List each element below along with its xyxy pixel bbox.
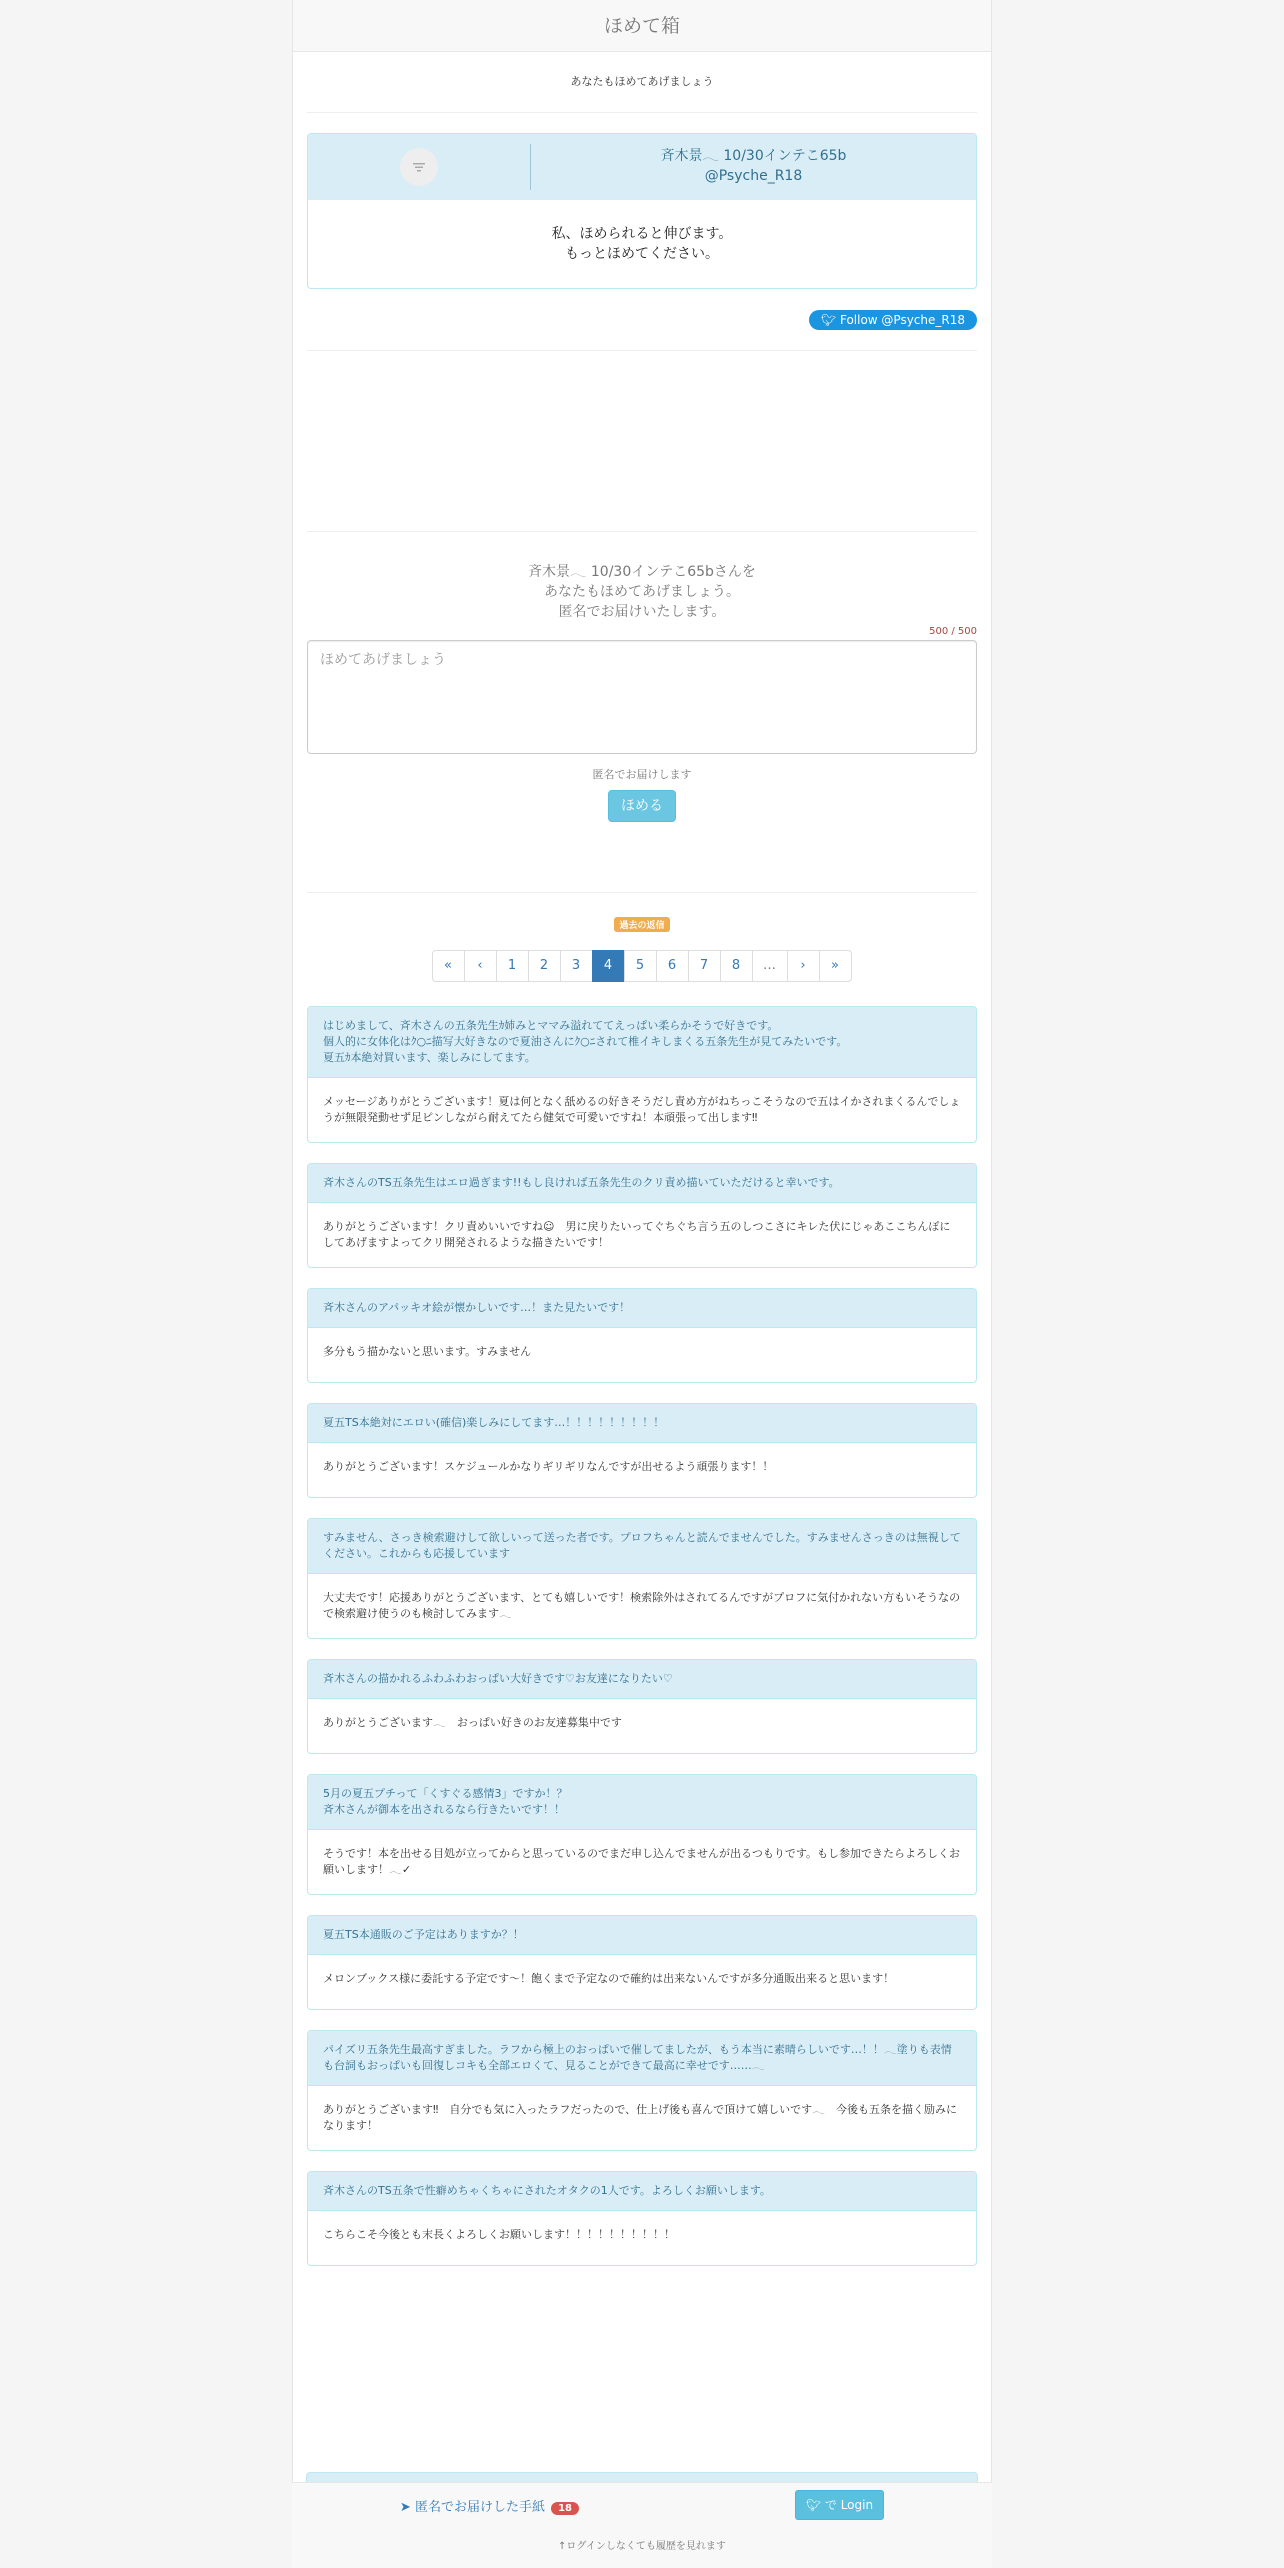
message-card (307, 1915, 977, 2010)
twitter-login-button[interactable] (795, 2490, 884, 2520)
sent-letters-label: 匿名でお届けした手紙 (414, 2499, 545, 2515)
message-question (308, 1916, 976, 1955)
message-question (308, 1775, 976, 1830)
message-question (308, 1519, 976, 1574)
form-intro (293, 562, 991, 622)
twitter-bird-icon: 🐦︎ (805, 2498, 822, 2512)
compliment-form (293, 562, 991, 822)
page-prev-button[interactable]: ‹ (464, 950, 497, 982)
profile-handle[interactable]: @Psyche_R18 (704, 168, 803, 184)
message-reply: メロンブックス様に委託する予定です〜！飽くまで予定なので確約は出来ないんですが多分通販出来ると思います！ (323, 1972, 895, 1985)
footer-row (292, 2483, 992, 2527)
divider (307, 531, 977, 532)
form-intro-line: あなたもほめてあげましょう。 (544, 584, 740, 600)
page-number-5[interactable]: 5 (624, 950, 657, 982)
message-card (307, 1288, 977, 1383)
message-question (308, 1660, 976, 1699)
twitter-follow-button[interactable] (809, 310, 977, 330)
message-reply: 多分もう描かないと思います。すみません (323, 1345, 532, 1358)
divider (307, 350, 977, 351)
sent-letters-link[interactable] (400, 2496, 579, 2515)
divider (307, 892, 977, 893)
message-card (307, 1774, 977, 1895)
page-next-button[interactable]: › (787, 950, 820, 982)
message-list (307, 1006, 977, 2266)
message-question (308, 2031, 976, 2086)
message-question-line: 斉木さんが御本を出されるなら行きたいです！！ (323, 1803, 565, 1816)
message-card (307, 1518, 977, 1639)
follow-label: Follow @Psyche_R18 (839, 313, 965, 327)
message-reply: メッセージありがとうございます！夏は何となく舐めるの好きそうだし責め方がねちっこそうなので五はイかされまくるんでしょうが無限発動せず足ピンしながら耐えてたら健気で可愛いですね！本頑張って出します‼︎ (323, 1095, 961, 1124)
page-number-8[interactable]: 8 (720, 950, 753, 982)
message-question-line: すみません、さっき検索避けして欲しいって送った者です。プロフちゃんと読んでませんでした。すみませんさっきのは無視してください。これからも応援しています (323, 1531, 961, 1560)
app-title[interactable]: ほめて箱 (603, 15, 680, 37)
message-card (307, 1659, 977, 1754)
history-label-row (293, 913, 991, 932)
message-card (307, 2030, 977, 2151)
divider (307, 112, 977, 113)
avatar (400, 148, 438, 186)
message-card (307, 2171, 977, 2266)
page-subtitle: あなたもほめてあげましょう (570, 75, 714, 88)
past-replies-label: 過去の返信 (614, 917, 669, 932)
message-reply: こちらこそ今後とも末長くよろしくお願いします！！！！！！！！！！ (323, 2228, 675, 2241)
page-first-button[interactable]: « (432, 950, 465, 982)
message-card (307, 1163, 977, 1268)
message-question-line: 斉木さんのTS五条先生はエロ過ぎます!!もし良ければ五条先生のクリ責め描いていただけると幸いです。 (323, 1176, 840, 1189)
profile-name[interactable]: 斉木景𓂃 10/30インテこ65b (660, 148, 847, 164)
bio-line: もっとほめてください。 (565, 246, 719, 262)
message-question-line: 斉木さんの描かれるふわふわおっぱい大好きです♡お友達になりたい♡ (323, 1672, 673, 1685)
footer-note: ↑ログインしなくても履歴を見れます (558, 2541, 726, 2552)
page-number-4-active[interactable]: 4 (592, 950, 625, 982)
message-reply: ありがとうございます！クリ責めいいですね☺︎ 男に戻りたいってぐちぐち言う五のしつこさにキレた伏にじゃあここちんぽにしてあげますよってクリ開発されるような描きたいです！ (323, 1220, 951, 1249)
compliment-textarea[interactable]: ほめてあげましょう (307, 640, 977, 754)
message-question-line: 個人的に女体化はｸ○ﾆ描写大好きなので夏油さんにｸ○ﾆされて椎イキしまくる五条先生が見てみたいです。 (323, 1035, 848, 1048)
message-question (308, 1289, 976, 1328)
message-card (307, 1403, 977, 1498)
twitter-bird-icon: 🐦︎ (820, 313, 837, 327)
page-number-7[interactable]: 7 (688, 950, 721, 982)
message-question-line: はじめまして、斉木さんの五条先生ｶ姉みとママみ溢れててえっぱい柔らかそうで好きです。 (323, 1019, 779, 1032)
pagination (293, 950, 991, 982)
page-number-1[interactable]: 1 (496, 950, 529, 982)
message-question (308, 2172, 976, 2211)
message-reply: ありがとうございます‼︎ 自分でも気に入ったラフだったので、仕上げ後も喜んで頂けて嬉しいです𓂃 今後も五条を描く励みになります！ (323, 2103, 957, 2132)
profile-panel (307, 133, 977, 289)
form-intro-line: 斉木景𓂃 10/30インテこ65bさんを (528, 564, 756, 580)
char-counter: 500 / 500 (929, 626, 977, 637)
page-number-6[interactable]: 6 (656, 950, 689, 982)
anonymous-note: 匿名でお届けします (592, 768, 692, 781)
profile-header (308, 134, 976, 200)
message-question-line: 斉木さんのTS五条で性癖めちゃくちゃにされたオタクの1人です。よろしくお願いします。 (323, 2184, 771, 2197)
page-ellipsis: … (752, 950, 788, 982)
avatar-cell (308, 144, 531, 190)
message-question-line: 5月の夏五プチって「くすぐる感情3」ですか！？ (323, 1787, 568, 1800)
message-question-line: 夏五TS本通販のご予定はありますか？！ (323, 1928, 524, 1941)
message-question-line: 夏五TS本絶対にエロい(確信)楽しみにしてます…！！！！！！！！！ (323, 1416, 665, 1429)
main-container (292, 0, 992, 2568)
avatar-placeholder-icon (412, 161, 426, 173)
message-card (307, 1006, 977, 1143)
message-question-line: 斉木さんのアパッキオ絵が懐かしいです…！また見たいです！ (323, 1301, 631, 1314)
page-number-2[interactable]: 2 (528, 950, 561, 982)
follow-row (307, 309, 977, 330)
footer-bar (292, 2482, 992, 2568)
page-number-3[interactable]: 3 (560, 950, 593, 982)
sent-count-badge: 18 (551, 2502, 579, 2515)
message-question-line: パイズリ五条先生最高すぎました。ラフから極上のおっぱいで催してましたが、もう本当に素晴らしいです…！！𓂃塗りも表情も台詞もおっぱいも回復しコキも全部エロくて、見ることができて最高に幸せです……𓂃 (323, 2043, 952, 2072)
paper-plane-icon: ➤ (399, 2499, 411, 2515)
profile-identity (531, 134, 976, 200)
profile-bio (308, 200, 976, 288)
message-question (308, 1007, 976, 1078)
bio-line: 私、ほめられると伸びます。 (551, 226, 733, 242)
homeru-submit-button[interactable]: ほめる (608, 790, 676, 822)
page-last-button[interactable]: » (819, 950, 852, 982)
message-reply: そうです！本を出せる目処が立ってからと思っているのでまだ申し込んでませんが出るつもりです。もし参加できたらよろしくお願いします！𓂃✓ (323, 1847, 961, 1876)
message-question (308, 1164, 976, 1203)
message-reply: 大丈夫です！応援ありがとうございます、とても嬉しいです！検索除外はされてるんですがプロフに気付かれない方もいそうなので検索避け使うのも検討してみます𓂃 (323, 1591, 961, 1620)
message-question (308, 1404, 976, 1443)
ad-space (293, 371, 991, 531)
message-question-line: 夏五ｶ本絶対買います、楽しみにしてます。 (323, 1051, 536, 1064)
message-reply: ありがとうございます𓂃 おっぱい好きのお友達募集中です (323, 1716, 622, 1729)
form-intro-line: 匿名でお届けいたします。 (558, 604, 726, 620)
message-reply: ありがとうございます！スケジュールかなりギリギリなんですが出せるよう頑張ります！！ (323, 1460, 774, 1473)
login-label: で Login (824, 2498, 874, 2512)
navbar (293, 0, 991, 52)
